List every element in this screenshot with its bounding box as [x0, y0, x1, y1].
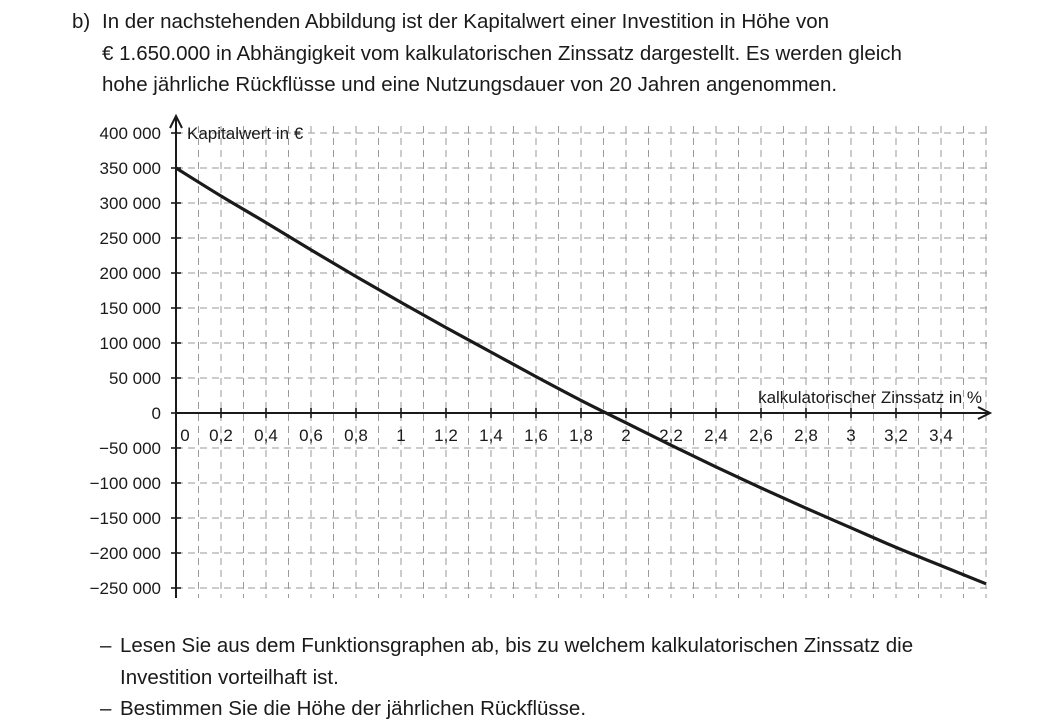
y-tick-label: 350 000 [99, 159, 161, 178]
y-tick-label: 150 000 [99, 299, 161, 318]
x-tick-label: 1,2 [434, 426, 458, 445]
x-tick-label: 3 [846, 426, 856, 445]
y-tick-label: 100 000 [99, 334, 161, 353]
chart-axes [170, 116, 990, 598]
x-tick-label: 0,2 [209, 426, 233, 445]
problem-text-line-1: In der nachstehenden Abbildung ist der Kapitalwert einer Investition in Höhe von [102, 10, 830, 33]
task-bullet: – [100, 634, 112, 657]
task-bullet: – [100, 697, 112, 720]
x-tick-label: 1,8 [569, 426, 593, 445]
x-tick-label: 2,4 [704, 426, 728, 445]
chart-grid [176, 126, 990, 598]
problem-text-line-2: € 1.650.000 in Abhängigkeit vom kalkulatorischen Zinssatz dargestellt. Es werden gleich [102, 41, 902, 65]
x-tick-label: 1,4 [479, 426, 503, 445]
problem-text-line-3: hohe jährliche Rückflüsse und eine Nutzungsdauer von 20 Jahren angenommen. [102, 73, 838, 96]
x-tick-label: 3,4 [929, 426, 953, 445]
y-tick-label: 200 000 [99, 264, 161, 283]
task-2-line-1: Bestimmen Sie die Höhe der jährlichen Rückflüsse. [120, 697, 587, 720]
y-tick-label: −200 000 [89, 544, 161, 563]
x-tick-label: 3,2 [884, 426, 908, 445]
y-axis-ticks [90, 124, 181, 598]
x-tick-label: 0,6 [299, 426, 323, 445]
x-tick-label: 1 [396, 426, 406, 445]
capital-value-curve [176, 168, 986, 584]
x-tick-label: 2,2 [659, 426, 683, 445]
task-1-line-2: Investition vorteilhaft ist. [120, 665, 339, 689]
x-tick-label: 0,4 [254, 426, 278, 445]
y-tick-label: 250 000 [99, 229, 161, 248]
y-tick-label: 300 000 [99, 194, 161, 213]
task-item-1 [100, 630, 913, 693]
task-item-2 [100, 693, 913, 725]
problem-label: b) [72, 10, 91, 33]
task-1-line-1: Lesen Sie aus dem Funktionsgraphen ab, bis zu welchem kalkulatorischen Zinssatz die [120, 634, 914, 657]
y-tick-label: 0 [151, 404, 161, 423]
y-tick-label: −150 000 [89, 509, 161, 528]
y-tick-label: −250 000 [89, 579, 161, 598]
x-axis-label: kalkulatorischer Zinssatz in % [758, 388, 982, 407]
x-tick-label: 2 [621, 426, 631, 445]
y-tick-label: −100 000 [89, 474, 161, 493]
y-tick-label: 50 000 [109, 369, 161, 388]
y-tick-label: 400 000 [99, 124, 161, 143]
x-tick-label: 2,8 [794, 426, 818, 445]
x-tick-label: 2,6 [749, 426, 773, 445]
y-tick-label: −50 000 [99, 439, 161, 458]
x-tick-label: 0,8 [344, 426, 368, 445]
task-list [100, 630, 913, 725]
y-axis-label: Kapitalwert in € [187, 124, 304, 143]
x-tick-label: 0 [180, 426, 190, 445]
x-tick-label: 1,6 [524, 426, 548, 445]
